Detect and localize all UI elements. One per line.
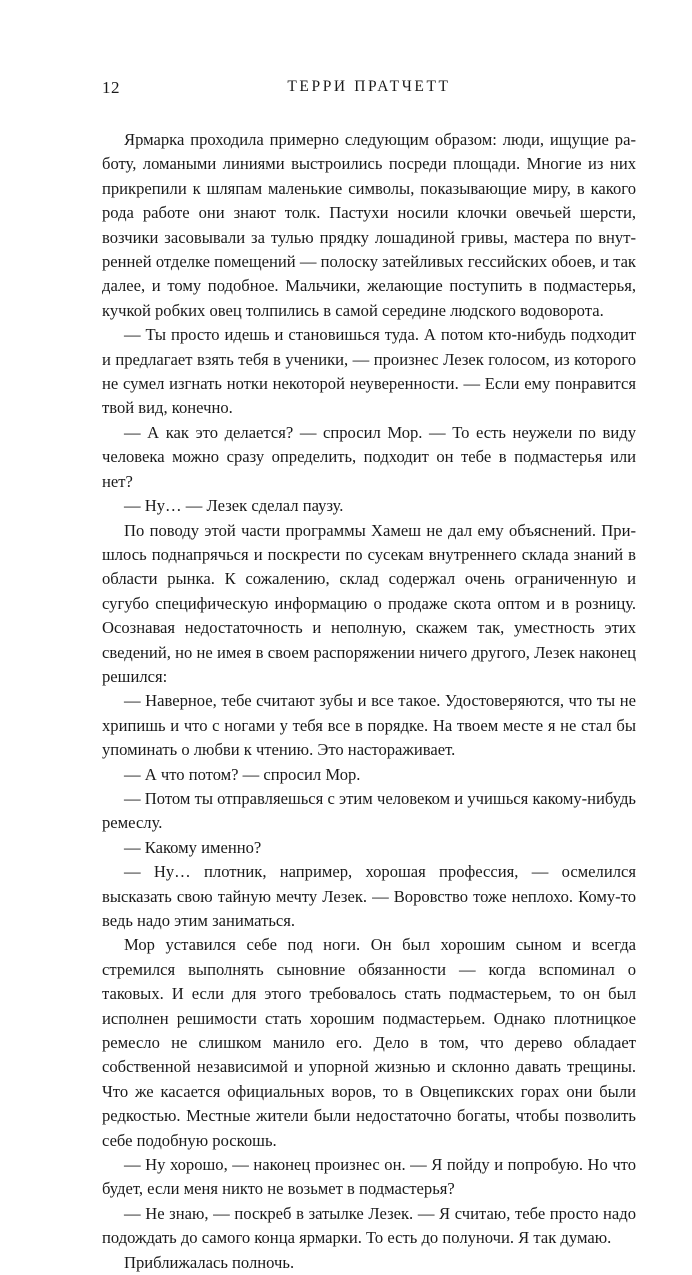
paragraph: Ярмарка проходила примерно следующим образом: люди, ищущие работу, ломаными линиями выстроились посреди площади. Многие из них прикрепили к шляпам маленькие символы, показывающие миру, в какого рода работе они знают толк. Пастухи носили клочки овечьей шерсти, возчики засовывали за тулью прядку лошадиной гривы, мастера по внутренней отделке помещений — полоску затейливых гессийских обоев, и так далее, и тому подобное. Мальчики, желающие поступить в подмастерья, кучкой робких овец толпились в самой середине людского водоворота. — [102, 130, 636, 320]
paragraph: — Ну… — Лезек сделал паузу. — [124, 496, 344, 516]
paragraph: — Какому именно? — [124, 837, 262, 857]
paragraph: — А как это делается? — спросил Мор. — То есть неужели по виду человека можно сразу определить, подходит он тебе в подмастерья или нет? — [102, 422, 636, 491]
running-title: ТЕРРИ ПРАТЧЕТТ — [287, 78, 451, 95]
paragraph: — Ну… плотник, например, хорошая профессия, — осмелился высказать свою тайную мечту Лезек. — Воровство тоже неплохо. Кому-то ведь надо этим заниматься. — [102, 862, 636, 930]
paragraph: — Не знаю, — поскреб в затылке Лезек. — Я считаю, тебе просто надо подождать до самого конца ярмарки. То есть до полуночи. Я так думаю. — [102, 1203, 636, 1248]
body-text — [102, 128, 636, 1275]
paragraph: — Потом ты отправляешься с этим человеком и учишься какому-нибудь ремеслу. — [102, 788, 636, 833]
paragraph: — Ну хорошо, — наконец произнес он. — Я пойду и попробую. Но что будет, если меня никто не возьмет в подмастерья? — [102, 1155, 636, 1199]
paragraph: — Наверное, тебе считают зубы и все такое. Удостоверяются, что ты не хрипишь и что с ногами у тебя все в порядке. На твоем месте я не стал бы упоминать о любви к чтению. Это настораживает. — [102, 691, 636, 760]
page-number: 12 — [102, 78, 120, 97]
paragraph: — А что потом? — спросил Мор. — [124, 764, 361, 784]
paragraph: Приближалась полночь. — [124, 1252, 295, 1272]
paragraph: Мор уставился себе под ноги. Он был хорошим сыном и всегда стремился выполнять сыновние обязанности — когда вспоминал о таковых. И если для этого требовалось стать подмастерьем, то он был исполнен решимости стать хорошим подмастерьем. Однако плотницкое ремесло не слишком манило его. Дело в том, что дерево обладает собственной независимой и упорной жизнью и склонно давать трещины. Что же касается официальных воров, то в Овцепикских горах они были редкостью. Местные жители были недостаточно богаты, чтобы позволить себе подобную роскошь. — [102, 935, 636, 1150]
paragraph: — Ты просто идешь и становишься туда. А потом кто-нибудь подходит и предлагает взять тебя в ученики, — произнес Лезек голосом, из которого не сумел изгнать нотки некоторой неуверенности. — Если ему понравится твой вид, конечно. — [102, 325, 636, 418]
running-head — [102, 78, 636, 102]
paragraph: По поводу этой части программы Хамеш не дал ему объяснений. Пришлось поднапрячься и поскрести по сусекам внутреннего склада знаний в области рынка. К сожалению, склад содержал очень ограниченную и сугубо специфическую информацию о продаже скота оптом и в розницу. Осознавая недостаточность и неполную, скажем так, уместность этих сведений, но не имея в своем распоряжении ничего другого, Лезек наконец решился: — [102, 520, 636, 686]
